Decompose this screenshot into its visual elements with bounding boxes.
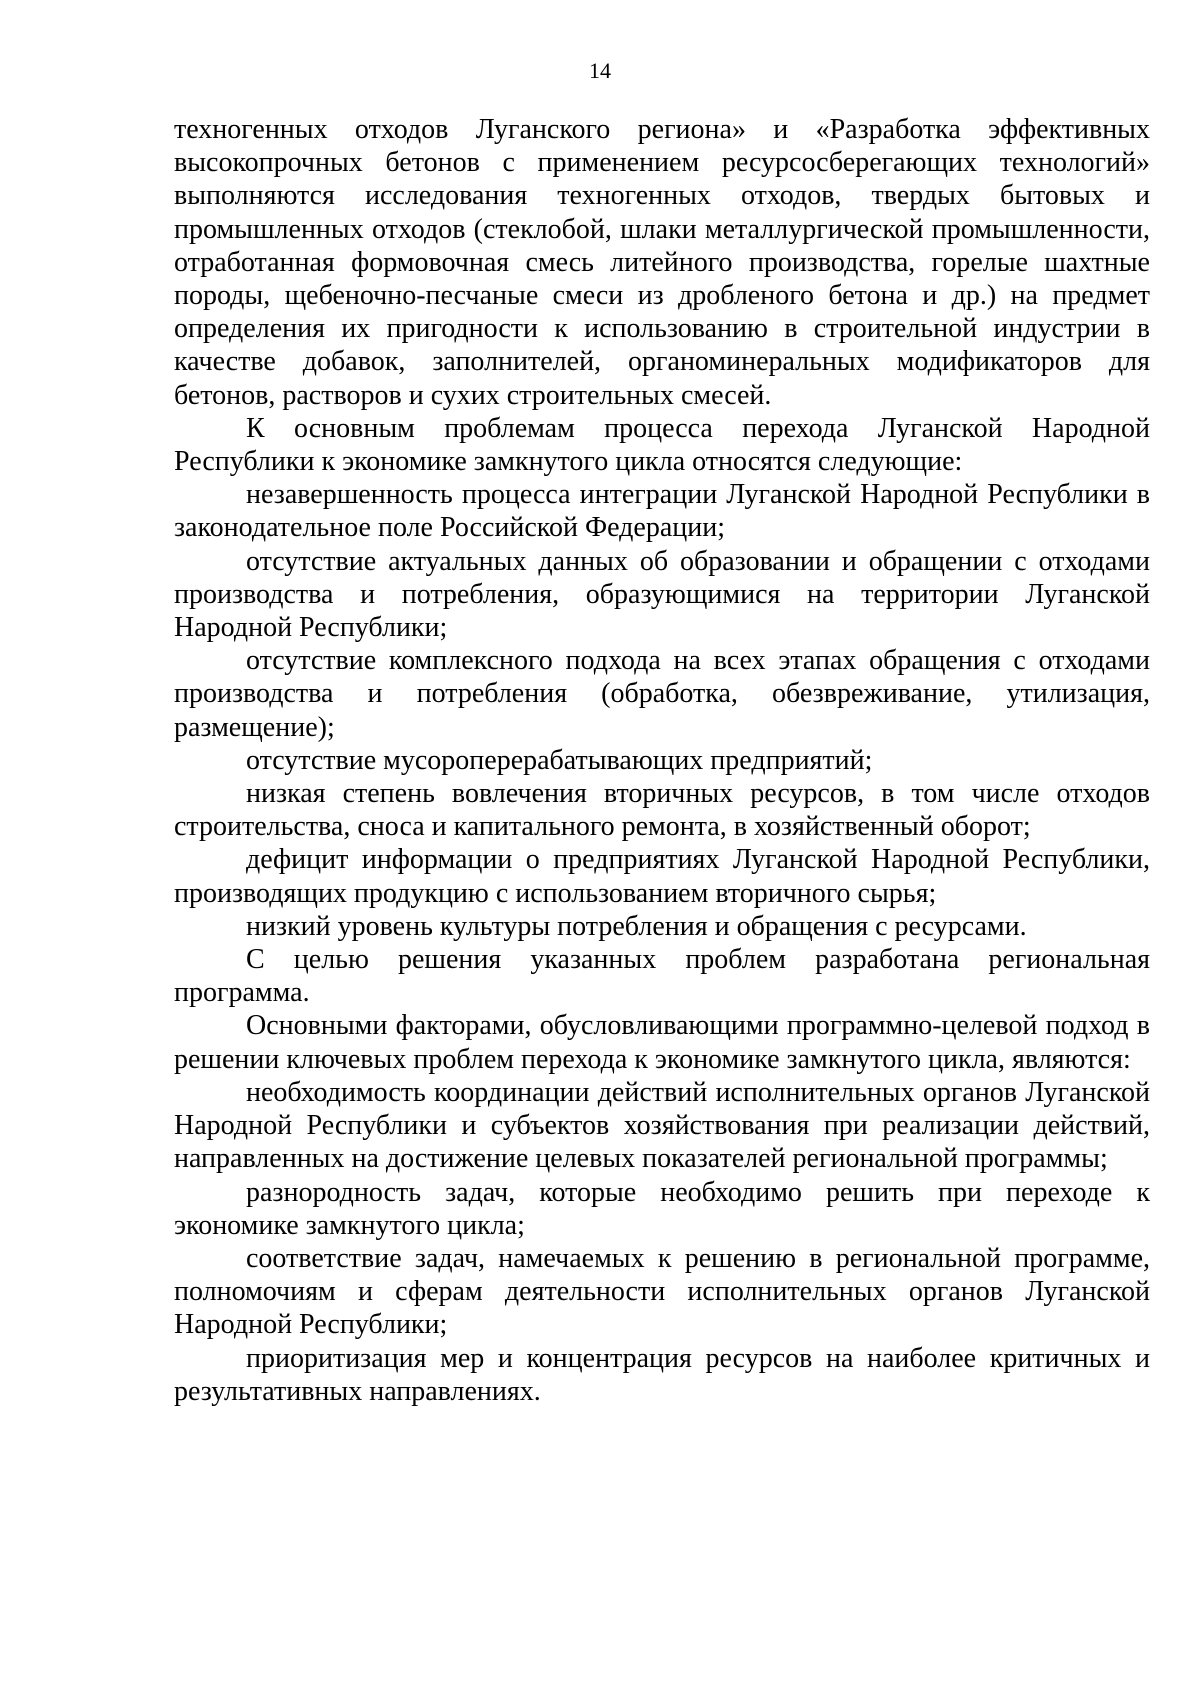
paragraph-continuation: техногенных отходов Луганского региона» и «Разработка эффективных высокопрочных бетонов с применением ресурсосберегающих технологий» выполняются исследования техногенных отходов, твердых бытовых и промышленных отходов (стеклобой, шлаки металлургической промышленности, отработанная формовочная смесь литейного производства, горелые шахтные породы, щебеночно-песчаные смеси из дробленого бетона и др.) на предмет определения их пригодности к использованию в строительной индустрии в качестве добавок, заполнителей, органоминеральных модификаторов для бетонов, растворов и сухих строительных смесей. [174, 114, 1150, 411]
list-item-factor: соответствие задач, намечаемых к решению в региональной программе, полномочиям и сферам деятельности исполнительных органов Луганской Народной Республики; [174, 1242, 1150, 1341]
list-item-problem: дефицит информации о предприятиях Луганской Народной Республики, производящих продукцию с использованием вторичного сырья; [174, 844, 1150, 909]
list-item-problem: отсутствие актуальных данных об образовании и обращении с отходами производства и потребления, образующимися на территории Луганской Народной Республики; [174, 545, 1150, 644]
document-body [174, 113, 1150, 1408]
paragraph-program-purpose: С целью решения указанных проблем разработана региональная программа. [174, 944, 1150, 1009]
list-item-problem: низкая степень вовлечения вторичных ресурсов, в том числе отходов строительства, сноса и капитального ремонта, в хозяйственный оборот; [174, 778, 1150, 843]
list-item-problem: незавершенность процесса интеграции Луганской Народной Республики в законодательное поле Российской Федерации; [174, 479, 1150, 544]
paragraph-problems-intro: К основным проблемам процесса перехода Луганской Народной Республики к экономике замкнутого цикла относятся следующие: [174, 412, 1150, 478]
list-item-problem: отсутствие мусороперерабатывающих предприятий; [246, 744, 873, 776]
list-item-factor: приоритизация мер и концентрация ресурсов на наиболее критичных и результативных направлениях. [174, 1342, 1150, 1407]
list-item-factor: разнородность задач, которые необходимо решить при переходе к экономике замкнутого цикла; [174, 1176, 1150, 1241]
list-item-problem: отсутствие комплексного подхода на всех этапах обращения с отходами производства и потребления (обработка, обезвреживание, утилизация, размещение); [174, 645, 1150, 743]
list-item-factor: необходимость координации действий исполнительных органов Луганской Народной Республики и субъектов хозяйствования при реализации действий, направленных на достижение целевых показателей региональной программы; [174, 1076, 1150, 1175]
paragraph-factors-intro: Основными факторами, обусловливающими программно-целевой подход в решении ключевых проблем перехода к экономике замкнутого цикла, являются: [174, 1010, 1150, 1075]
list-item-problem: низкий уровень культуры потребления и обращения с ресурсами. [246, 910, 1027, 942]
page-number: 14 [589, 58, 611, 83]
